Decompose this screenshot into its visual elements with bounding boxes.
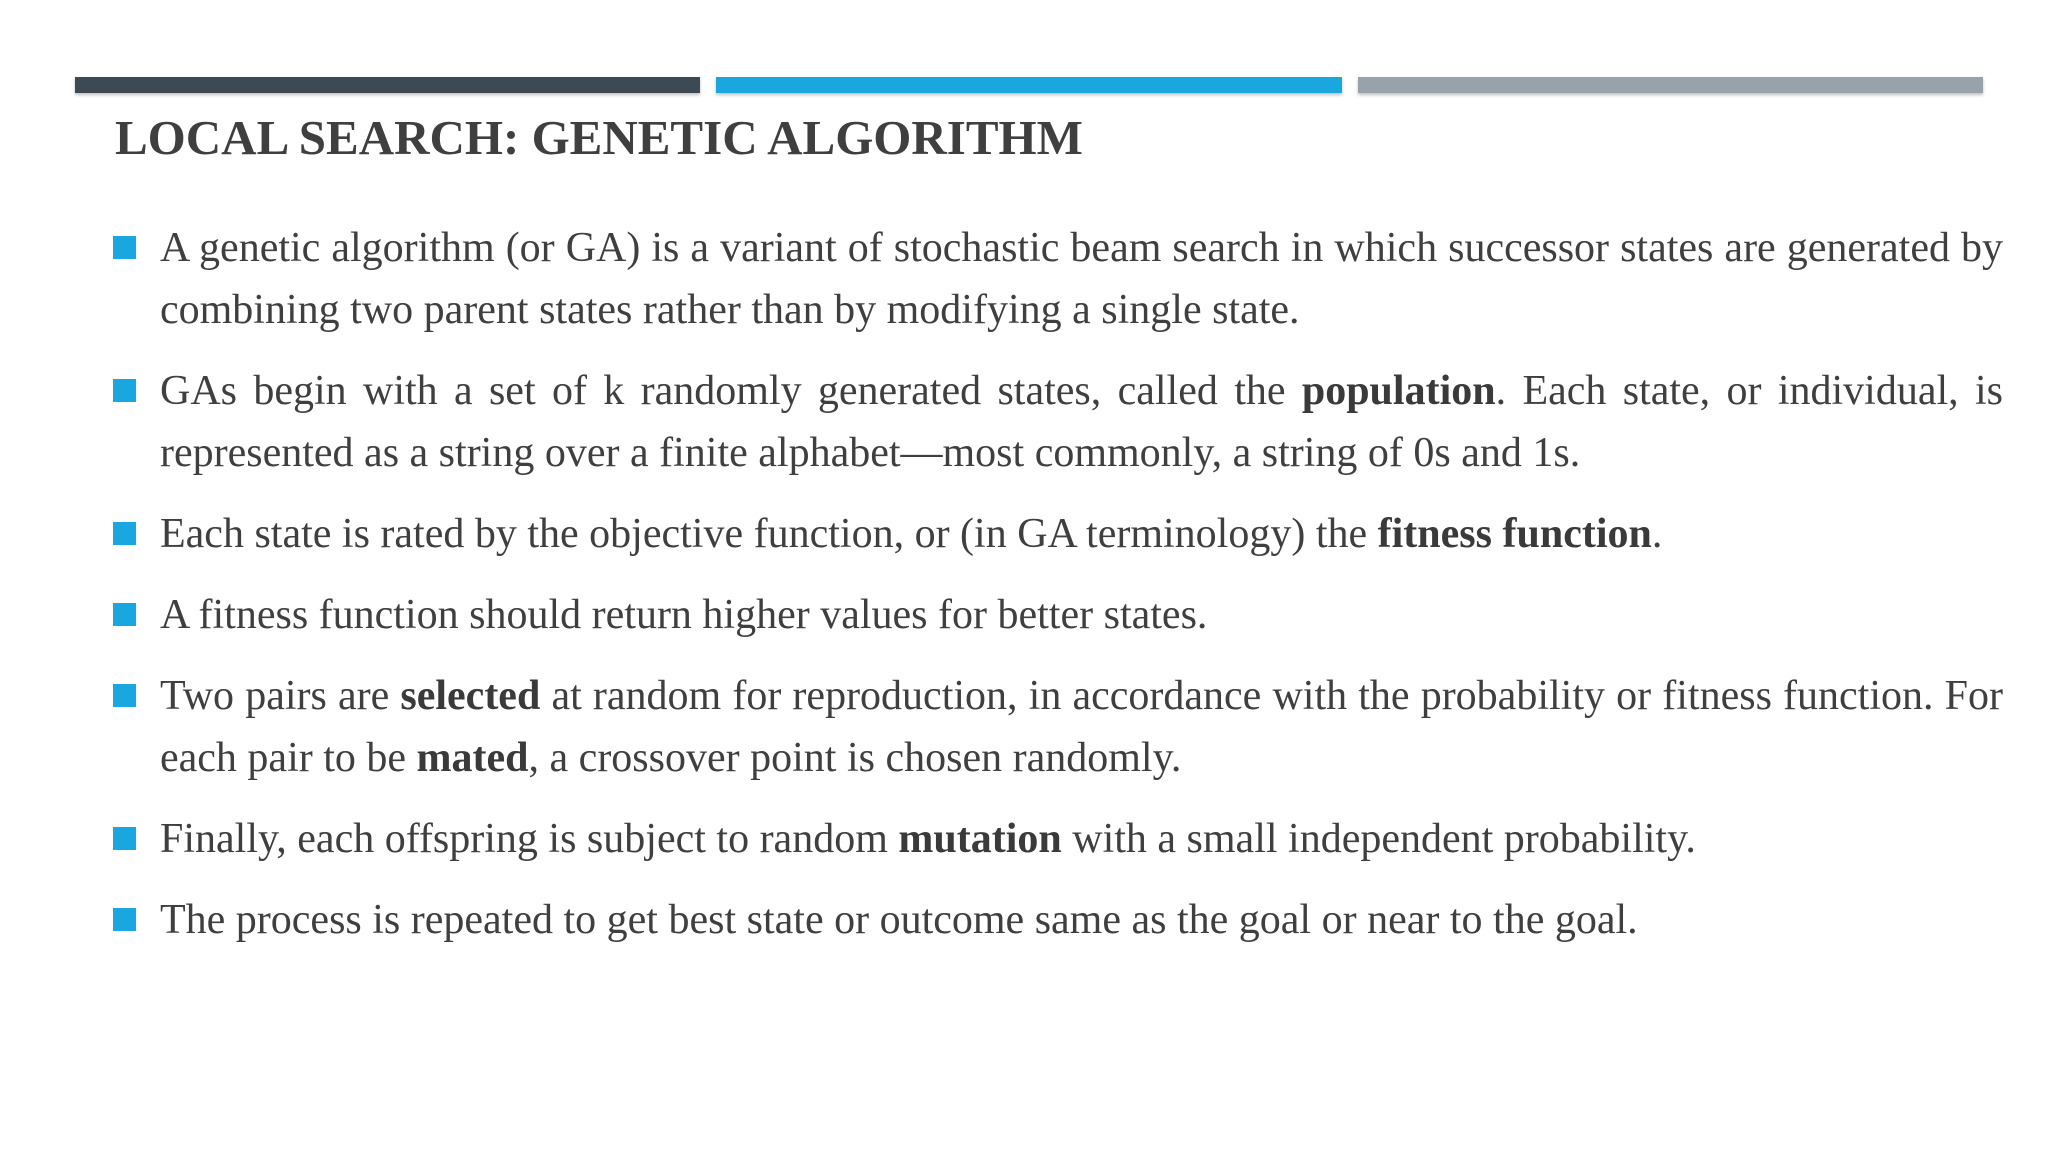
header-bar-gray — [1358, 77, 1983, 93]
header-bar-dark — [75, 77, 700, 93]
header-bars — [75, 77, 1983, 95]
bold-term: mutation — [898, 816, 1062, 862]
bullet-item-1 — [113, 217, 2003, 341]
bullet-text: . — [1651, 511, 1663, 557]
bullet-text: , a crossover point is chosen randomly. — [528, 735, 1182, 781]
square-bullet-icon — [113, 827, 136, 850]
square-bullet-icon — [113, 522, 136, 545]
bullet-item-5 — [113, 665, 2003, 789]
bullet-list — [113, 217, 2003, 970]
bullet-item-4 — [113, 584, 2003, 646]
bullet-text: The process is repeated to get best state or outcome same as the goal or near to the goal. — [160, 897, 1638, 943]
bullet-text: Finally, each offspring is subject to random — [160, 816, 899, 862]
bullet-text: Each state is rated by the objective function, or (in GA terminology) the — [160, 511, 1378, 557]
bullet-text: . Each state, or individual, is represented as a string over a finite alphabet—most commonly, a string of 0s and 1s. — [160, 368, 2003, 476]
bullet-text: A genetic algorithm (or GA) is a variant of stochastic beam search in which successor states are generated by combining two parent states rather than by modifying a single state. — [160, 225, 2003, 333]
bullet-text: GAs begin with a set of k randomly generated states, called the — [160, 368, 1302, 414]
slide-title: LOCAL SEARCH: GENETIC ALGORITHM — [115, 110, 1083, 165]
bold-term: fitness function — [1377, 511, 1652, 557]
bullet-item-3 — [113, 503, 2003, 565]
bullet-text: Two pairs are — [160, 673, 401, 719]
square-bullet-icon — [113, 236, 136, 259]
square-bullet-icon — [113, 908, 136, 931]
bullet-item-7 — [113, 889, 2003, 951]
bold-term: mated — [416, 735, 529, 781]
bullet-text: A fitness function should return higher values for better states. — [160, 592, 1208, 638]
square-bullet-icon — [113, 379, 136, 402]
square-bullet-icon — [113, 603, 136, 626]
bold-term: selected — [400, 673, 541, 719]
header-bar-blue — [716, 77, 1341, 93]
bullet-item-6 — [113, 808, 2003, 870]
bullet-item-2 — [113, 360, 2003, 484]
bullet-text: at random for reproduction, in accordance with the probability or fitness function. For each pair to be — [160, 673, 2003, 781]
bold-term: population — [1301, 368, 1496, 414]
bullet-text: with a small independent probability. — [1061, 816, 1696, 862]
square-bullet-icon — [113, 684, 136, 707]
